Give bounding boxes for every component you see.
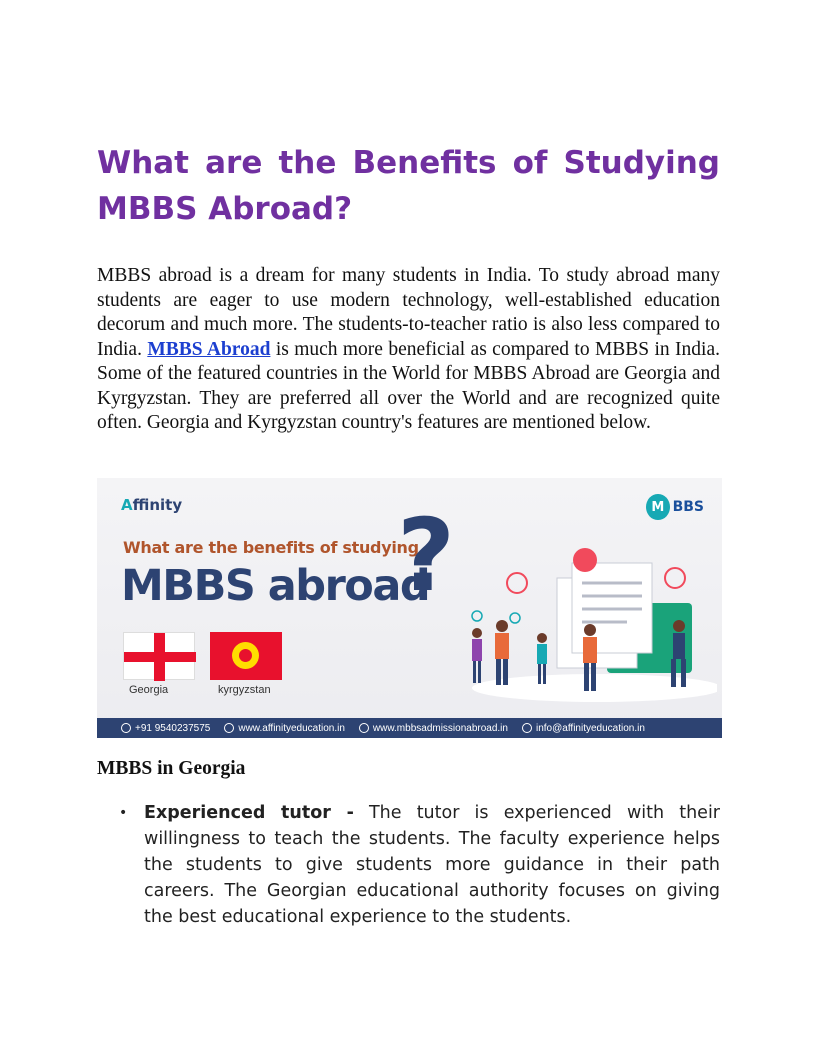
email-contact: info@affinityeducation.in: [522, 723, 645, 734]
mbbs-logo: [646, 490, 704, 524]
question-mark: ?: [397, 497, 456, 614]
intro-text-1: MBBS abroad is a dream for many students in India. To study abroad many students are eager to use modern technology, well-established education decorum and much more. The students-to-teacher ratio is also less compared to India.: [97, 265, 720, 360]
globe-icon: [359, 723, 369, 733]
title-line-1: What are the Benefits of Studying: [97, 145, 720, 181]
title-line-2: MBBS Abroad?: [97, 191, 353, 227]
list-item-text: The tutor is experienced with their willingness to teach the students. The faculty experience helps the students to give students more guidance in their path careers. The Georgian educational authority focuses on giving the best educational experience to the students.: [144, 803, 720, 927]
mbbs-logo-text: BBS: [672, 499, 704, 515]
intro-text-2: is much more beneficial as compared to MBBS in India. Some of the featured countries in the World for MBBS Abroad are Georgia and Kyrgyzstan. They are preferred all over the World and are recognized quite often. Georgia and Kyrgyzstan country's features are mentioned below.: [97, 338, 720, 433]
banner-subtitle: What are the benefits of studying: [123, 538, 419, 557]
kyrgyzstan-flag-icon: [210, 632, 282, 680]
mbbs-logo-mark: M: [646, 494, 670, 520]
list-item: [144, 800, 720, 930]
benefits-list: [144, 800, 720, 930]
website1-contact: www.affinityeducation.in: [224, 723, 345, 734]
banner-headline: MBBS abroad: [121, 561, 430, 611]
section-heading: MBBS in Georgia: [97, 758, 246, 779]
phone-icon: [121, 723, 131, 733]
georgia-label: Georgia: [129, 684, 169, 696]
banner-contact-bar: [97, 718, 722, 738]
kyrgyzstan-label: kyrgyzstan: [218, 684, 271, 696]
globe-icon: [224, 723, 234, 733]
list-item-term: Experienced tutor -: [144, 803, 354, 823]
phone-contact: +91 9540237575: [121, 723, 210, 734]
banner-image: [97, 478, 722, 738]
intro-paragraph: [97, 264, 720, 436]
georgia-flag-icon: [123, 632, 195, 680]
mail-icon: [522, 723, 532, 733]
page-title: [97, 140, 720, 232]
affinity-logo: Affinity: [121, 496, 183, 514]
mbbs-abroad-link[interactable]: MBBS Abroad: [147, 338, 271, 360]
students-illustration-icon: [447, 538, 717, 708]
website2-contact: www.mbbsadmissionabroad.in: [359, 723, 508, 734]
